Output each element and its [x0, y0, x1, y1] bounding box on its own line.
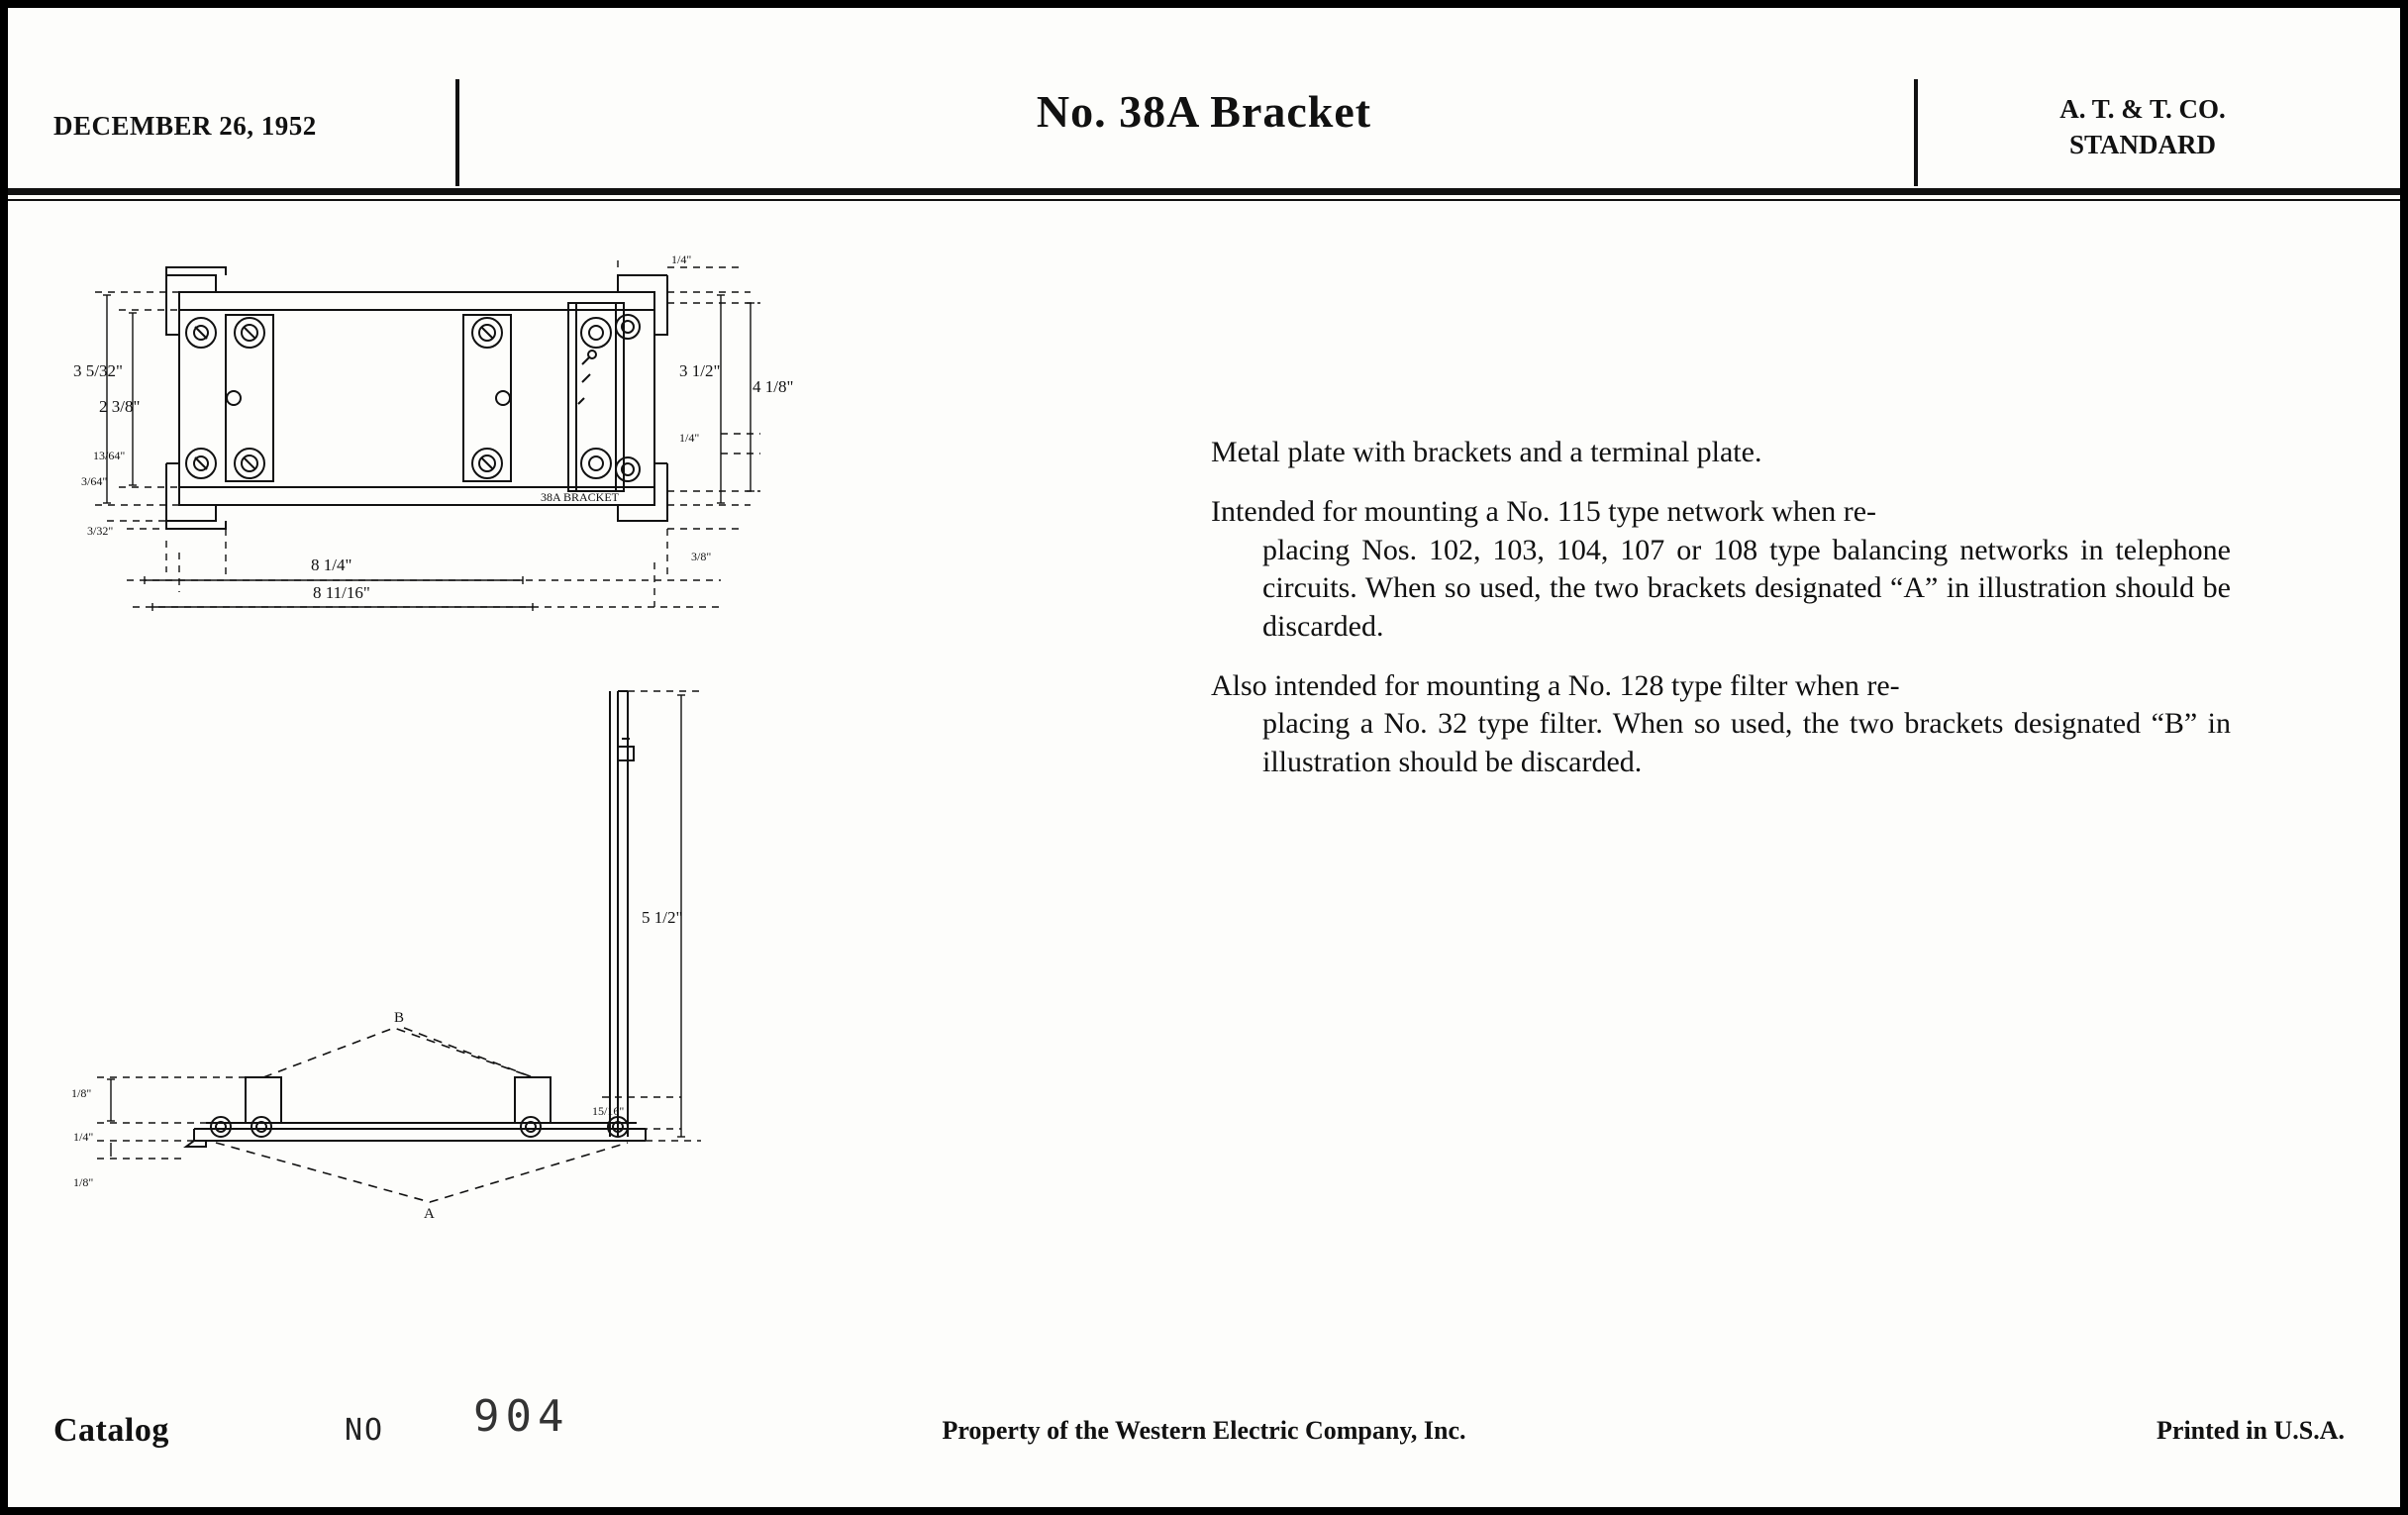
paragraph-2-first-line: Intended for mounting a No. 115 type network when re-: [1211, 495, 1877, 529]
top-view-arrows: [103, 295, 754, 611]
side-view-arrows: [107, 695, 685, 1157]
dim-side-small3: 1/8": [73, 1175, 94, 1189]
dim-bottom-small: 3/32": [87, 524, 114, 538]
company-standard: STANDARD: [2068, 130, 2216, 160]
footer-no-label: NO: [345, 1413, 385, 1448]
paragraph-3-first-line: Also intended for mounting a No. 128 type filter when re-: [1211, 668, 1900, 702]
dim-left-small2: 3/64": [81, 474, 108, 488]
header-rule-thin: [8, 199, 2400, 201]
footer-catalog-label: Catalog: [53, 1412, 169, 1449]
dim-side-height: 5 1/2": [642, 908, 683, 927]
footer-printed-in: Printed in U.S.A.: [2157, 1416, 2345, 1445]
dim-side-small2: 1/4": [73, 1130, 94, 1144]
paragraph-1: Metal plate with brackets and a terminal plate.: [1211, 436, 1762, 468]
dim-bottom-full: 8 11/16": [313, 583, 370, 602]
header-date: DECEMBER 26, 1952: [53, 111, 317, 141]
header-rule-thick: [8, 188, 2400, 195]
bracket-callouts: [216, 1028, 628, 1202]
dim-left-small1: 13/64": [93, 449, 126, 462]
dim-right-top-small: 1/4": [671, 252, 692, 266]
dim-bottom-mid: 8 1/4": [311, 556, 352, 574]
catalog-page: [8, 8, 2400, 1507]
dim-side-small1: 1/8": [71, 1086, 92, 1100]
dim-right-mid-small: 1/4": [679, 431, 700, 445]
top-view-labels: [73, 252, 793, 602]
callout-b-label: B: [394, 1010, 405, 1026]
footer-property-notice: Property of the Western Electric Company, Inc.: [942, 1416, 1466, 1445]
drawing-microtext: 38A BRACKET: [541, 490, 620, 504]
header-divider-right: [1914, 79, 1918, 186]
dim-right-inner: 3 1/2": [679, 361, 721, 380]
top-view-dimensions: [95, 259, 760, 607]
paragraph-2: [1211, 493, 2231, 646]
top-plan-view: [166, 267, 667, 529]
paragraph-3: [1211, 667, 2231, 781]
dim-side-right: 15/16": [592, 1104, 625, 1118]
footer-catalog-number: 904: [473, 1391, 570, 1442]
header-company: [1964, 91, 2321, 163]
dim-right-bottom-small: 3/8": [691, 550, 712, 563]
drawing-svg: [67, 252, 1137, 1364]
dim-right-outer: 4 1/8": [752, 377, 794, 396]
dim-left-inner: 2 3/8": [99, 397, 141, 416]
paragraph-2-rest: placing Nos. 102, 103, 104, 107 or 108 type balancing networks in telephone circuits. When so used, the two brackets designated “A” in illustration should be discarded.: [1262, 533, 2231, 643]
description-text: [1211, 434, 2231, 803]
technical-drawings: [67, 252, 1137, 1364]
side-elevation-view: [186, 691, 646, 1147]
callout-a-label: A: [424, 1206, 435, 1222]
dim-left-height: 3 5/32": [73, 361, 123, 380]
paragraph-3-rest: placing a No. 32 type filter. When so used, the two brackets designated “B” in illustration should be discarded.: [1262, 707, 2231, 778]
page-header: [8, 34, 2400, 182]
company-name: A. T. & T. CO.: [2059, 94, 2226, 124]
page-title: No. 38A Bracket: [1036, 86, 1372, 137]
